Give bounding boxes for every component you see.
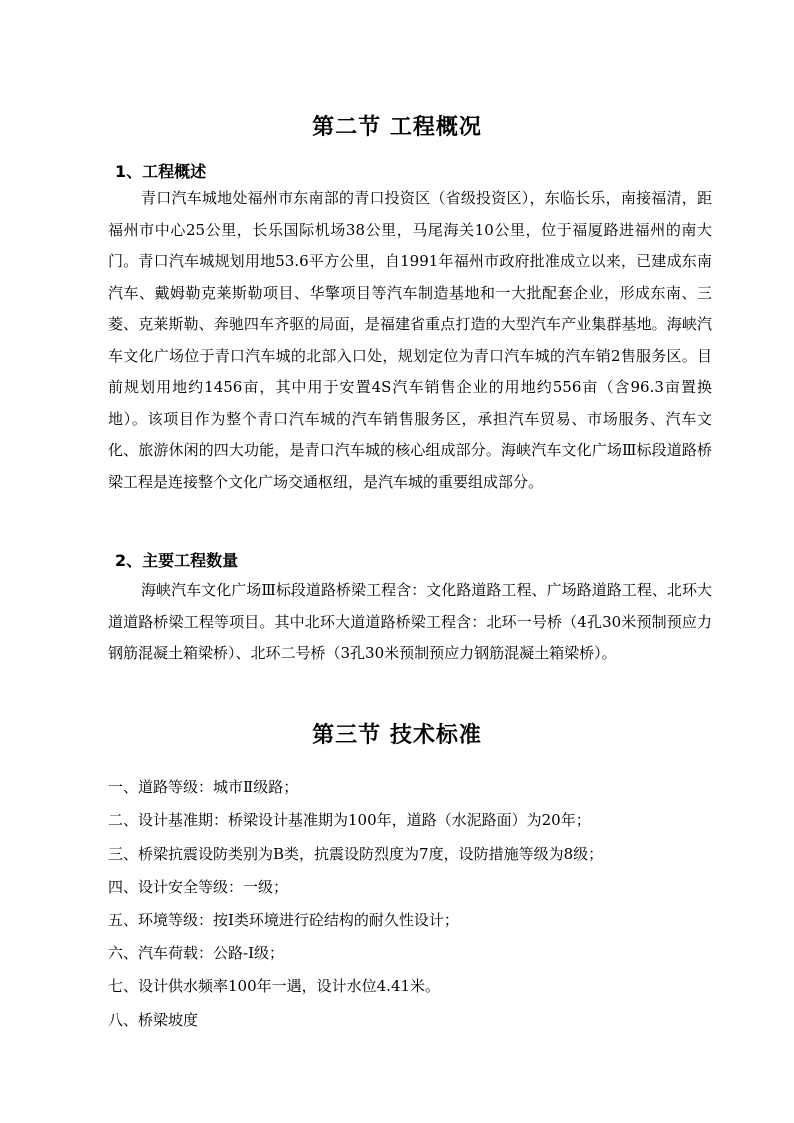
standard-item: 五、环境等级：按Ⅰ类环境进行砼结构的耐久性设计；	[108, 911, 459, 929]
subsection-heading-overview: 1、工程概述	[115, 162, 207, 181]
standard-item: 四、设计安全等级：一级；	[108, 878, 289, 896]
section3-title: 第三节 技术标准	[312, 722, 482, 748]
quantities-paragraph: 海峡汽车文化广场Ⅲ标段道路桥梁工程含：文化路道路工程、广场路道路工程、北环大道道路桥梁工程等项目。其中北环大道道路桥梁工程含：北环一号桥（4孔30米预制预应力钢筋混凝土箱梁桥）、北环二号桥（3孔30米预制预应力钢筋混凝土箱梁桥）。	[108, 581, 712, 662]
standard-item: 六、汽车荷载：公路-Ⅰ级；	[108, 944, 284, 962]
standard-item: 二、设计基准期：桥梁设计基准期为100年，道路（水泥路面）为20年；	[108, 811, 591, 829]
section2-title: 第二节 工程概况	[312, 114, 482, 140]
subsection-heading-quantities: 2、主要工程数量	[115, 551, 239, 570]
overview-paragraph: 青口汽车城地处福州市东南部的青口投资区（省级投资区），东临长乐，南接福清，距福州市中心25公里，长乐国际机场38公里，马尾海关10公里，位于福厦路进福州的南大门。青口汽车城规划用地53.6平方公里，自1991年福州市政府批准成立以来，已建成东南汽车、戴姆勒克莱斯勒项目、华擎项目等汽车制造基地和一大批配套企业，形成东南、三菱、克莱斯勒、奔驰四车齐驱的局面，是福建省重点打造的大型汽车产业集群基地。海峡汽车文化广场位于青口汽车城的北部入口处，规划定位为青口汽车城的汽车销2售服务区。目前规划用地约1456亩，其中用于安置4S汽车销售企业的用地约556亩（含96.3亩置换地）。该项目作为整个青口汽车城的汽车销售服务区，承担汽车贸易、市场服务、汽车文化、旅游休闲的四大功能，是青口汽车城的核心组成部分。海峡汽车文化广场Ⅲ标段道路桥梁工程是连接整个文化广场交通枢纽，是汽车城的重要组成部分。	[108, 189, 712, 491]
standard-item: 七、设计供水频率100年一遇，设计水位4.41米。	[108, 977, 441, 995]
standard-item: 三、桥梁抗震设防类别为B类，抗震设防烈度为7度，设防措施等级为8级；	[108, 845, 604, 863]
standard-item: 一、道路等级：城市Ⅱ级路；	[108, 778, 299, 796]
standard-item: 八、桥梁坡度	[108, 1011, 199, 1029]
